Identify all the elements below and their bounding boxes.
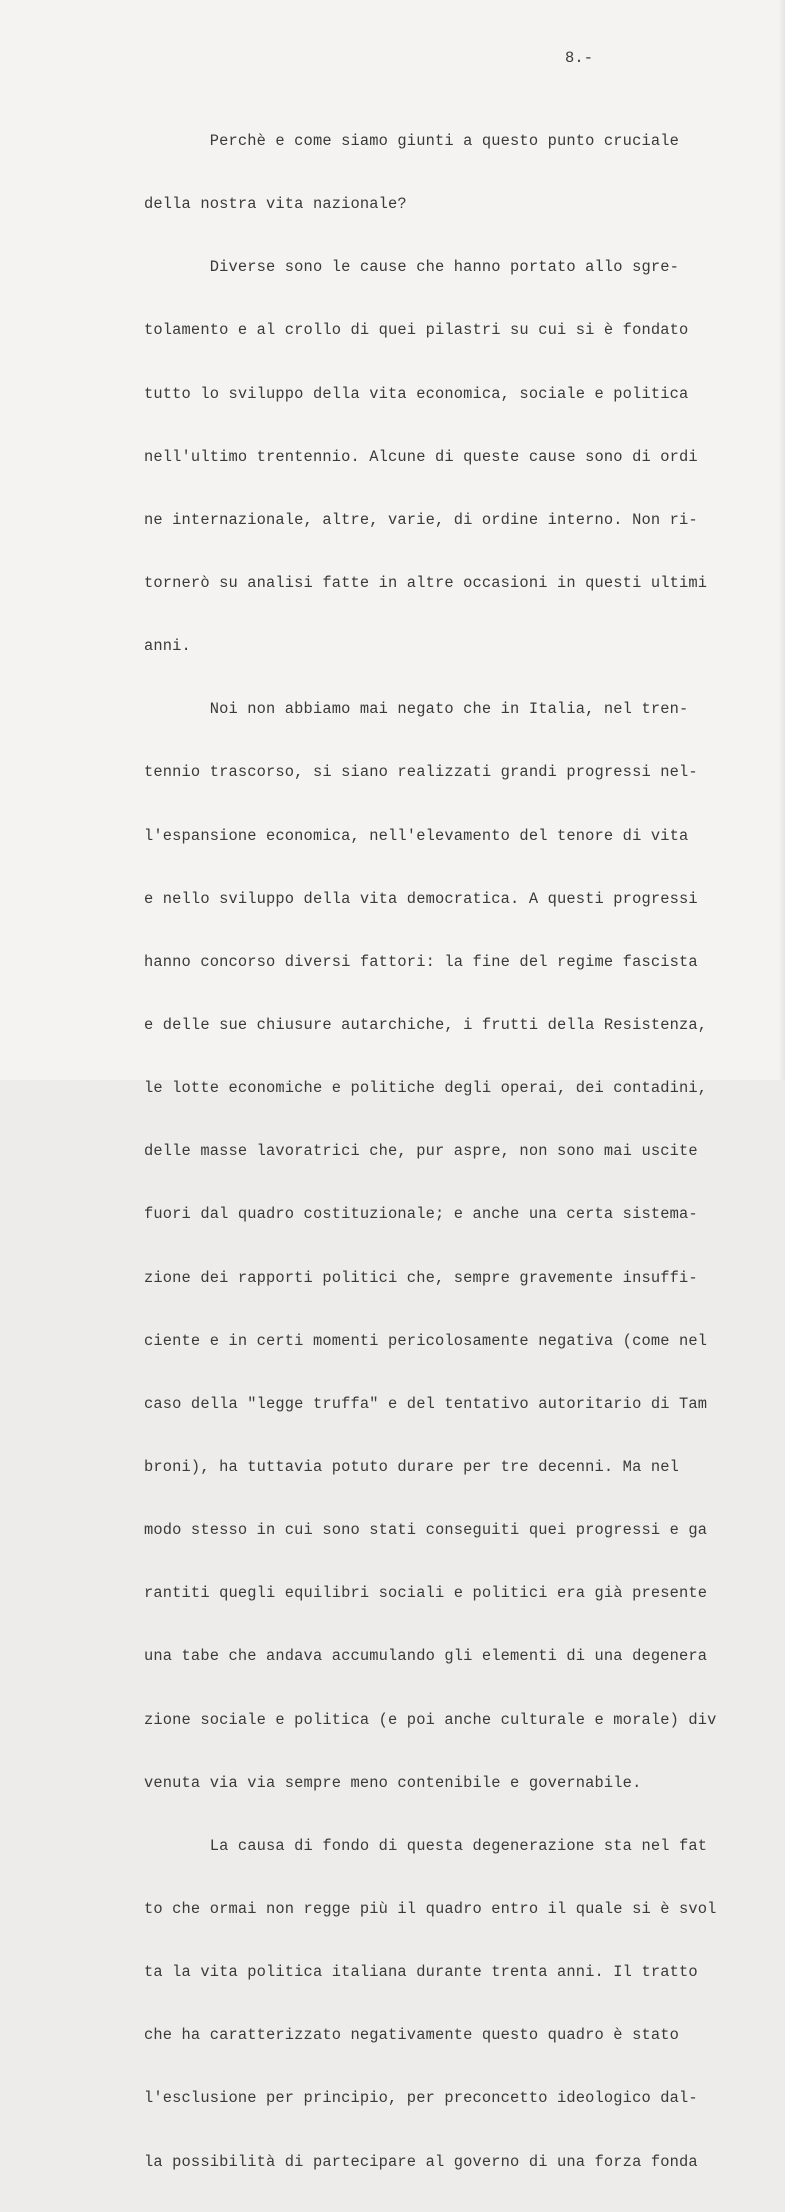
text-line: e delle sue chiusure autarchiche, i frutti della Resistenza,: [144, 1015, 708, 1034]
text-line: della nostra vita nazionale?: [144, 195, 407, 214]
text-line: l'esclusione per principio, per preconcetto ideologico dal-: [144, 2089, 698, 2108]
text-line: venuta via via sempre meno contenibile e governabile.: [144, 1773, 642, 1792]
paper-edge-shadow: [779, 0, 785, 1080]
text-line: ne internazionale, altre, varie, di ordine interno. Non ri-: [144, 510, 698, 529]
text-line: tutto lo sviluppo della vita economica, sociale e politica: [144, 384, 689, 403]
text-line: l'espansione economica, nell'elevamento del tenore di vita: [144, 826, 689, 845]
text-line: ciente e in certi momenti pericolosamente negativa (come nel: [144, 1331, 708, 1350]
text-line: Diverse sono le cause che hanno portato allo sgre-: [144, 258, 679, 277]
text-line: tennio trascorso, si siano realizzati grandi progressi nel-: [144, 763, 698, 782]
text-line: le lotte economiche e politiche degli operai, dei contadini,: [144, 1079, 708, 1098]
text-line: tolamento e al crollo di quei pilastri su cui si è fondato: [144, 321, 689, 340]
text-line: zione sociale e politica (e poi anche culturale e morale) div: [144, 1710, 717, 1729]
text-line: la possibilità di partecipare al governo di una forza fonda: [144, 2152, 698, 2171]
body-text: [144, 92, 717, 2212]
text-line: modo stesso in cui sono stati conseguiti quei progressi e ga: [144, 1521, 708, 1540]
text-line: che ha caratterizzato negativamente questo quadro è stato: [144, 2026, 679, 2045]
text-line: fuori dal quadro costituzionale; e anche una certa sistema-: [144, 1205, 698, 1224]
text-line: Noi non abbiamo mai negato che in Italia, nel tren-: [144, 700, 689, 719]
text-line: una tabe che andava accumulando gli elementi di una degenera: [144, 1647, 708, 1666]
text-line: caso della "legge truffa" e del tentativo autoritario di Tam: [144, 1394, 708, 1413]
text-line: broni), ha tuttavia potuto durare per tre decenni. Ma nel: [144, 1457, 679, 1476]
text-line: Perchè e come siamo giunti a questo punto cruciale: [144, 132, 679, 150]
text-line: tornerò su analisi fatte in altre occasioni in questi ultimi: [144, 573, 708, 592]
text-line: nell'ultimo trentennio. Alcune di queste cause sono di ordi: [144, 447, 698, 466]
text-line: La causa di fondo di questa degenerazione sta nel fat: [144, 1836, 708, 1855]
text-line: hanno concorso diversi fattori: la fine del regime fascista: [144, 952, 698, 971]
text-line: anni.: [144, 637, 191, 656]
text-line: ta la vita politica italiana durante trenta anni. Il tratto: [144, 1963, 698, 1982]
text-line: e nello sviluppo della vita democratica. A questi progressi: [144, 889, 698, 908]
text-line: rantiti quegli equilibri sociali e politici era già presente: [144, 1584, 708, 1603]
page-number: 8.-: [565, 49, 594, 67]
text-line: delle masse lavoratrici che, pur aspre, non sono mai uscite: [144, 1142, 698, 1161]
text-line: zione dei rapporti politici che, sempre gravemente insuffi-: [144, 1268, 698, 1287]
text-line: to che ormai non regge più il quadro entro il quale si è svol: [144, 1899, 717, 1918]
